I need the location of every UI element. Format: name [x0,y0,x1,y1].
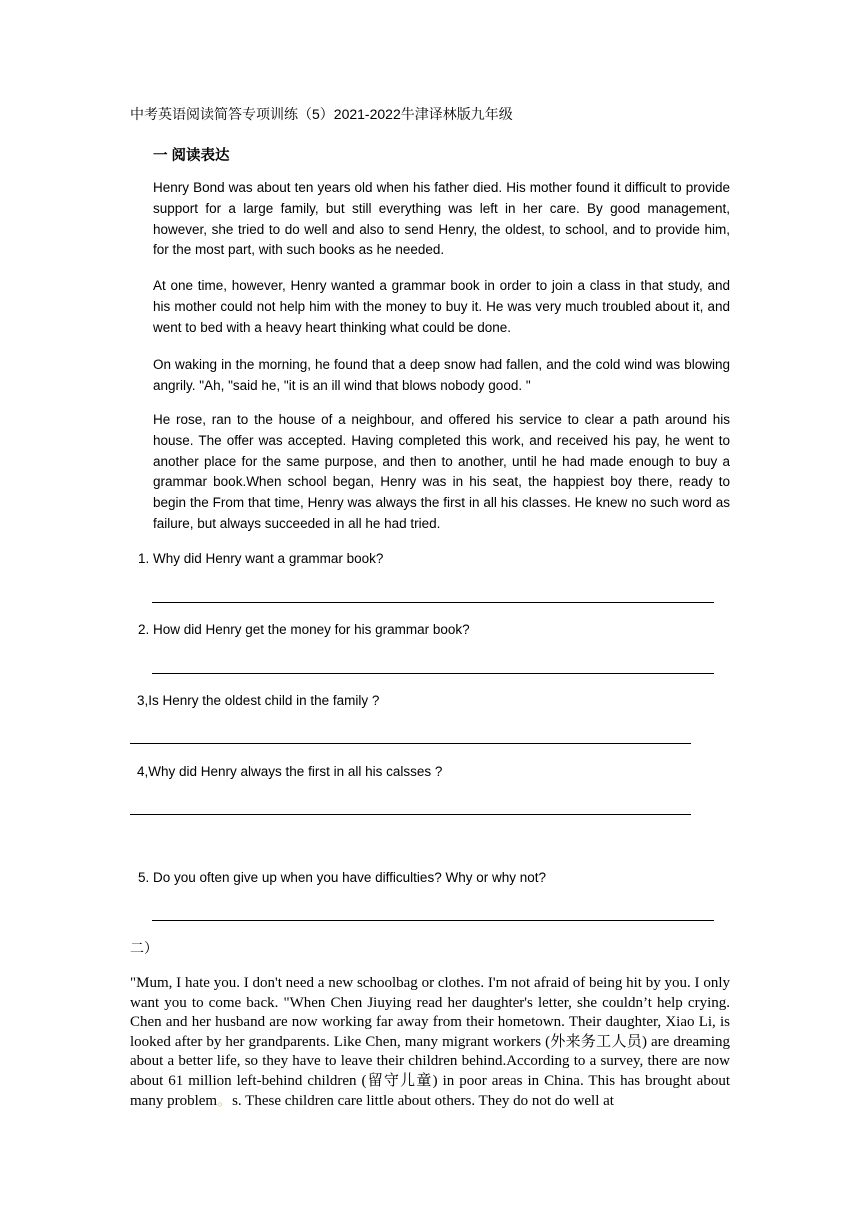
answer-line-5 [152,920,714,921]
answer-line-1 [152,602,714,603]
answer-line-3 [130,743,691,744]
question-4: 4,Why did Henry always the first in all his calsses ? [137,764,443,779]
stray-mark: 。 [217,1092,233,1109]
answer-line-4 [130,814,691,815]
answer-line-2 [152,673,714,674]
passage-paragraph-4: He rose, ran to the house of a neighbour, and offered his service to clear a path around his house. The offer was accepted. Having completed this work, and received his pay, he went to another place for the same purpose, and then to another, until he had made enough to buy a grammar book.When school began, Henry was in his seat, the happiest boy there, ready to begin the From that time, Henry was always the first in all his classes. He knew no such word as failure, but always succeeded in all he had tried. [153,412,730,531]
passage-two-paragraph [130,974,730,1111]
passage-paragraph-3: On waking in the morning, he found that a deep snow had fallen, and the cold wind was blowing angrily. "Ah, "said he, "it is an ill wind that blows nobody good. " [153,357,730,393]
passage-two-text-start: "Mum, I hate you. I don't need a new schoolbag or clothes. I'm not afraid of being hit by you. I only want you to come back. "When Chen Jiuying read her daughter's letter, she couldn’t help crying. Chen and her husband are now working far away from their hometown. Their daughter, Xiao Li, is looked after by her grandparents. Like Chen, many migrant workers (外来务工人员) are dreaming about a better life, so they have to leave their children behind.According to a survey, there are now about 61 million left-behind children (留守儿童) in poor areas in China. This has brought about many problem [130,975,730,1109]
section-heading-reading: 一 阅读表达 [153,148,230,164]
question-2: 2. How did Henry get the money for his grammar book? [138,622,470,637]
question-1: 1. Why did Henry want a grammar book? [138,551,384,566]
section-heading-two: 二） [130,942,158,957]
document-title: 中考英语阅读简答专项训练（5）2021-2022牛津译林版九年级 [130,106,513,122]
question-3: 3,Is Henry the oldest child in the family ? [137,693,380,708]
passage-two-text-end: s. These children care little about others. They do not do well at [232,1092,614,1109]
question-5: 5. Do you often give up when you have difficulties? Why or why not? [138,870,546,885]
passage-paragraph-1: Henry Bond was about ten years old when his father died. His mother found it difficult to provide support for a large family, but still everything was left in her care. By good management, however, she tried to do well and also to send Henry, the oldest, to school, and to provide him, for the most part, with such books as he needed. [153,180,730,258]
passage-paragraph-2: At one time, however, Henry wanted a grammar book in order to join a class in that study, and his mother could not help him with the money to buy it. He was very much troubled about it, and went to bed with a heavy heart thinking what could be done. [153,278,730,335]
